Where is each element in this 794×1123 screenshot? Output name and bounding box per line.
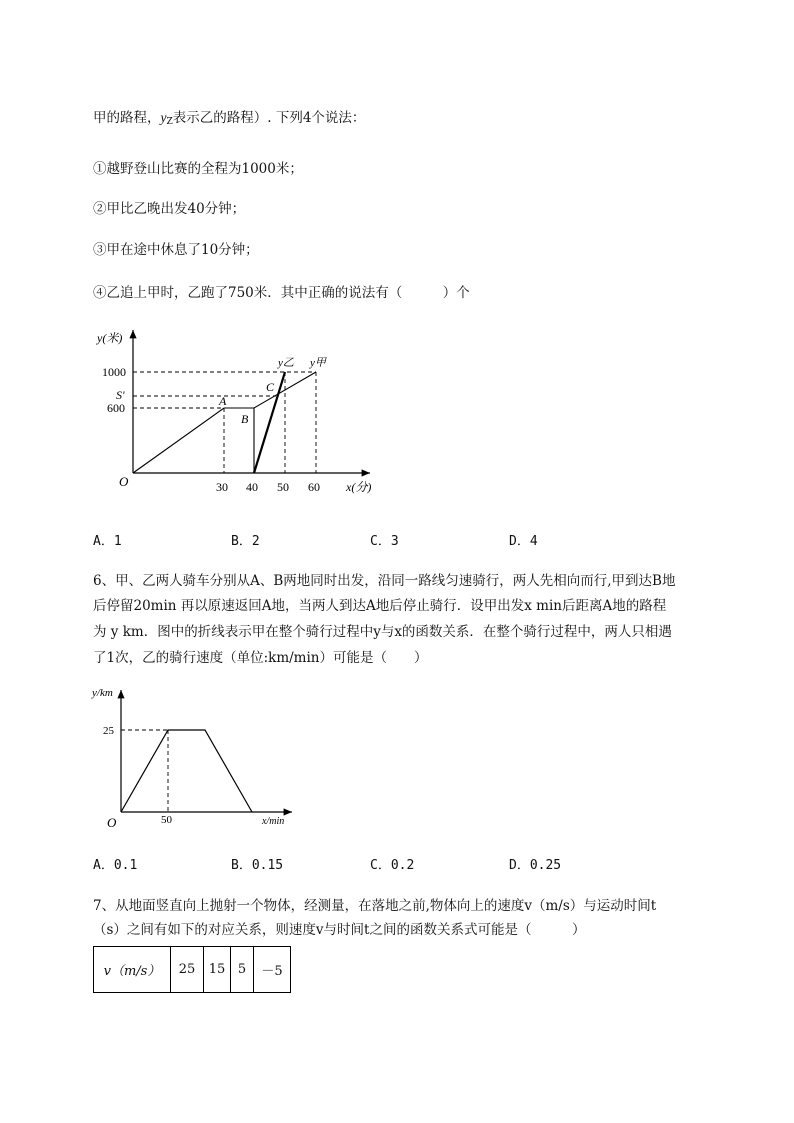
q5-xtick-50: 50 — [277, 480, 289, 494]
q5-statement-2: ②甲比乙晚出发40分钟； — [93, 201, 246, 217]
q7-table-cell: 5 — [231, 947, 254, 993]
q6-y-label: y/km — [92, 687, 113, 699]
table-row — [94, 947, 291, 993]
q5-y-label: y(米) — [97, 331, 123, 345]
q5-point-b: B — [241, 412, 249, 426]
q5-origin: O — [119, 474, 129, 489]
q5-option-c[interactable]: C．3 — [370, 534, 399, 549]
q5-series-label-jia: y甲 — [310, 357, 326, 369]
q6-xtick-50: 50 — [161, 814, 172, 826]
q5-option-a[interactable]: A．1 — [93, 534, 122, 549]
q5-xtick-30: 30 — [216, 480, 228, 494]
q5-intro-pre: 甲的路程， — [93, 110, 161, 126]
q5-option-d[interactable]: D．4 — [509, 534, 538, 549]
q5-intro-post: 表示乙的路程）. 下列4个说法： — [172, 110, 366, 126]
q5-point-a: A — [219, 394, 227, 408]
q6-line-2: 后停留20min 再以原速返回A地，当两人到达A地后停止骑行．设甲出发x min后距离A地的路程 — [93, 598, 667, 614]
q6-graph — [88, 680, 300, 830]
q7-table-cell: 15 — [204, 947, 231, 993]
q5-series-jia — [133, 372, 316, 473]
q6-line-1: 6、甲、乙两人骑车分别从A、B两地同时出发，沿同一路线匀速骑行，两人先相向而行,甲到达B地 — [93, 573, 676, 589]
q5-intro-line — [93, 108, 365, 132]
q5-y-letter: y — [160, 110, 167, 125]
q5-series-label-yi: y乙 — [278, 357, 294, 369]
q7-table-cell: －5 — [254, 947, 291, 993]
q5-xtick-40: 40 — [246, 480, 258, 494]
q5-x-label: x(分) — [346, 480, 372, 494]
q5-option-b[interactable]: B．2 — [231, 534, 260, 549]
q5-y-sub: Z — [166, 117, 173, 127]
q5-statement-3: ③甲在途中休息了10分钟； — [93, 242, 259, 258]
q5-ytick-1000: 1000 — [102, 365, 126, 379]
q5-xtick-60: 60 — [308, 480, 320, 494]
q6-line-4: 了1次，乙的骑行速度（单位:km/min）可能是（ ） — [93, 650, 428, 666]
q7-table — [93, 946, 291, 993]
q5-statement-4: ④乙追上甲时，乙跑了750米．其中正确的说法有（ ）个 — [93, 285, 470, 301]
q6-series-jia — [121, 730, 252, 812]
q7-table-cell: 25 — [171, 947, 204, 993]
q7-table-header: v（m/s） — [94, 947, 171, 993]
q6-origin: O — [107, 815, 117, 830]
q6-option-b[interactable]: B．0.15 — [231, 858, 284, 873]
q7-line-2: （s）之间有如下的对应关系，则速度v与时间t之间的函数关系式可能是（ ） — [93, 922, 586, 938]
q6-ytick-25: 25 — [103, 725, 114, 737]
q6-option-c[interactable]: C．0.2 — [370, 858, 415, 873]
q5-ytick-s: S′ — [116, 388, 125, 402]
q6-option-a[interactable]: A．0.1 — [93, 858, 138, 873]
q5-statement-1: ①越野登山比赛的全程为1000米； — [93, 161, 303, 177]
q6-line-3: 为 y km．图中的折线表示甲在整个骑行过程中y与x的函数关系．在整个骑行过程中，两人只相遇 — [93, 624, 672, 640]
q5-point-c: C — [266, 380, 275, 394]
q6-x-label: x/min — [262, 816, 285, 827]
q6-option-d[interactable]: D．0.25 — [509, 858, 562, 873]
q5-ytick-600: 600 — [107, 401, 125, 415]
q5-graph — [90, 320, 390, 505]
q7-line-1: 7、从地面竖直向上抛射一个物体，经测量，在落地之前,物体向上的速度v（m/s）与运动时间t — [93, 898, 657, 914]
